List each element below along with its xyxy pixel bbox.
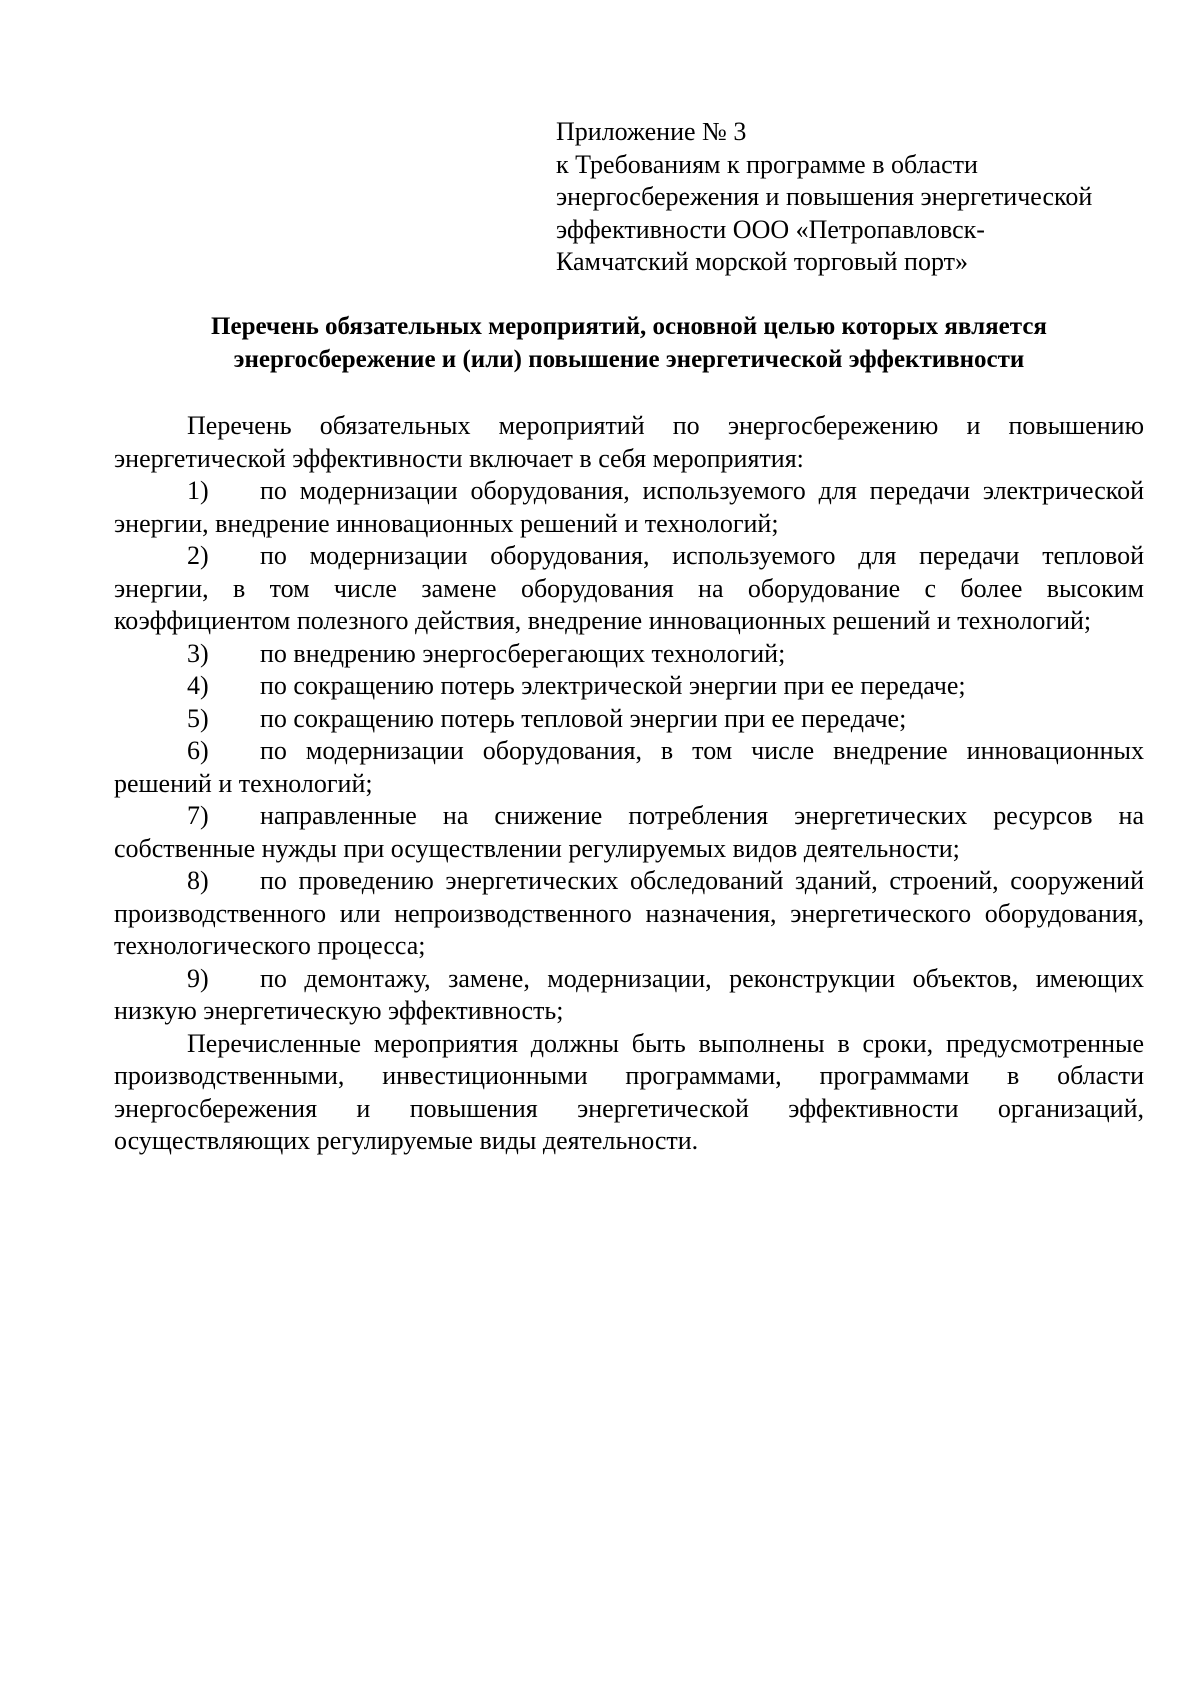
annex-line-3: энергосбережения и повышения энергетической (556, 182, 1093, 211)
list-item-text: по внедрению энергосберегающих технологий; (260, 638, 786, 668)
list-item-text: по модернизации оборудования, используемого для передачи тепловой энергии, в том числе замене оборудования на оборудование с более высоким коэффициентом полезного действия, внедрение инновационных решений и технологий; (114, 541, 1144, 635)
closing-paragraph: Перечисленные мероприятия должны быть выполнены в сроки, предусмотренные производственными, инвестиционными программами, программами в области энергосбережения и повышения энергетической эффективности организаций, осуществляющих регулируемые виды деятельности. (114, 1028, 1144, 1155)
document-body (114, 410, 1144, 1158)
list-item (114, 963, 1144, 1028)
list-item-text: по сокращению потерь тепловой энергии при ее передаче; (260, 703, 907, 733)
list-item (114, 703, 1144, 736)
annex-line-5: Камчатский морской торговый порт» (556, 247, 968, 276)
annex-line-1: Приложение № 3 (556, 117, 747, 146)
list-item-number: 7) (187, 801, 209, 830)
list-item-number: 3) (187, 638, 209, 668)
title-line-2: энергосбережение и (или) повышение энергетической эффективности (233, 346, 1025, 373)
annex-header (556, 116, 1156, 279)
intro-paragraph: Перечень обязательных мероприятий по энергосбережению и повышению энергетической эффективности включает в себя мероприятия: (114, 411, 1144, 473)
list-item-number: 5) (187, 703, 209, 733)
annex-line-4: эффективности ООО «Петропавловск- (556, 214, 985, 244)
list-item-text: по модернизации оборудования, используемого для передачи электрической энергии, внедрение инновационных решений и технологий; (114, 476, 1144, 538)
list-item-number: 9) (187, 963, 209, 993)
list-item (114, 540, 1144, 638)
title-line-1: Перечень обязательных мероприятий, основной целью которых является (211, 313, 1047, 340)
list-item-number: 8) (187, 866, 209, 895)
list-item (114, 638, 1144, 671)
list-item-text: по проведению энергетических обследований зданий, строений, сооружений производственного или непроизводственного назначения, энергетического оборудования, технологического процесса; (114, 866, 1144, 960)
annex-line-2: к Требованиям к программе в области (556, 149, 978, 179)
list-item-number: 4) (187, 671, 209, 700)
list-item-number: 6) (187, 736, 209, 765)
list-item-text: направленные на снижение потребления энергетических ресурсов на собственные нужды при осуществлении регулируемых видов деятельности; (114, 801, 1144, 863)
list-item-text: по модернизации оборудования, в том числе внедрение инновационных решений и технологий; (114, 736, 1144, 798)
list-item (114, 475, 1144, 540)
list-item-number: 2) (187, 541, 209, 570)
list-item (114, 865, 1144, 963)
list-item (114, 670, 1144, 703)
list-item-text: по сокращению потерь электрической энергии при ее передаче; (260, 671, 966, 700)
list-item-text: по демонтажу, замене, модернизации, реконструкции объектов, имеющих низкую энергетическую эффективность; (114, 963, 1144, 1025)
list-item (114, 800, 1144, 865)
list-item-number: 1) (187, 476, 209, 505)
list-item (114, 735, 1144, 800)
document-title (114, 310, 1144, 376)
